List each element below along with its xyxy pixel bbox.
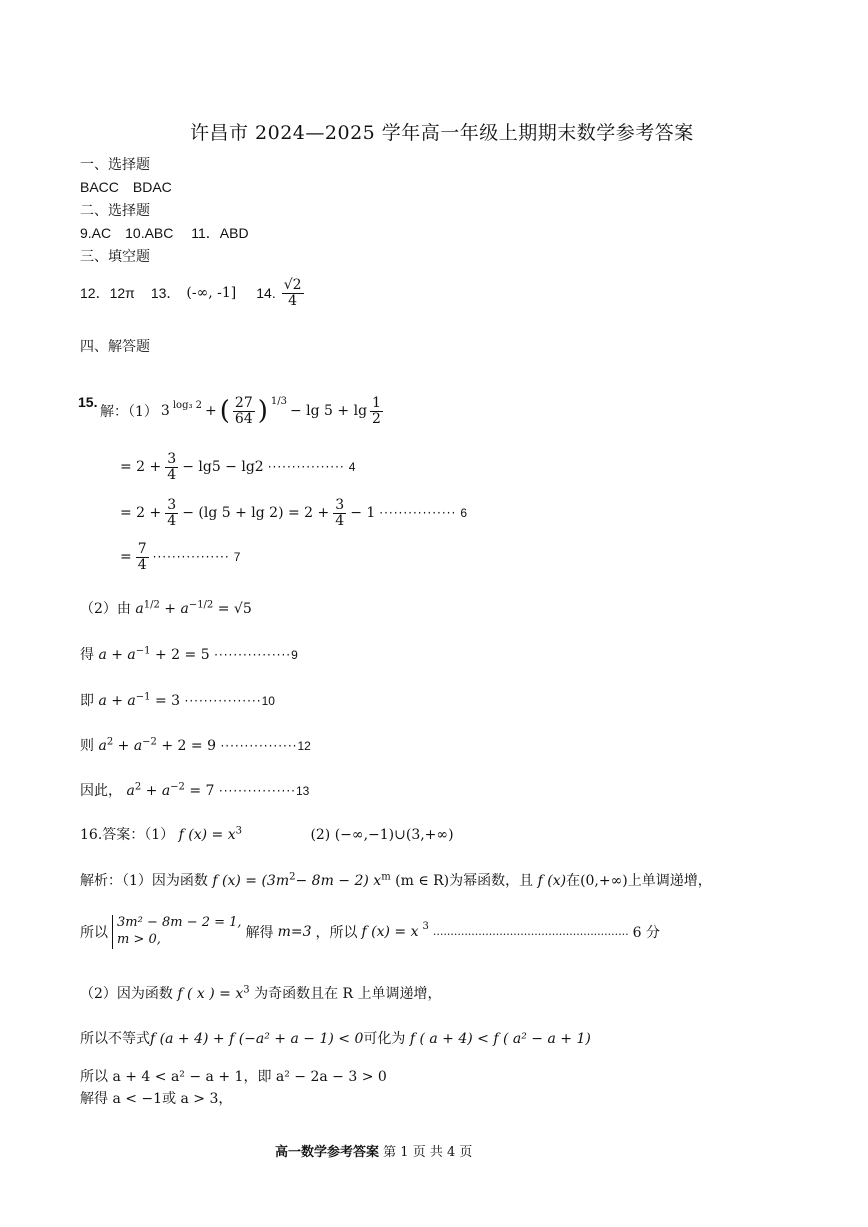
- q16-analysis-text1: 为幂函数，且: [449, 873, 534, 889]
- q16-ineq-rhs: f ( a + 4) < f ( a² − a + 1): [409, 1031, 591, 1047]
- q16-system-eq2: m > 0,: [117, 931, 161, 947]
- q15-result2: [80, 690, 275, 710]
- q15-p2-sup2: −1/2: [188, 599, 214, 611]
- answer-12: 12．12π: [80, 285, 135, 302]
- q15-step3-num: 7: [137, 541, 147, 557]
- q15-r4-a: a: [126, 783, 135, 799]
- q15-p2-plus-a: + a: [164, 601, 189, 617]
- q16-system-score: 6 分: [632, 924, 661, 941]
- multi-choice-answers: 9.AC 10.ABC 11．ABD: [80, 225, 249, 241]
- q15-step1-num: 3: [167, 451, 177, 467]
- q15-r3-sup2: −2: [142, 736, 157, 748]
- q15-step2-c: − 1: [350, 505, 376, 522]
- q16-line2: 解得 a < −1或 a > 3，: [80, 1091, 233, 1107]
- q16-part2-label: （2）因为函数: [80, 986, 173, 1002]
- q16-system-sup: 3: [422, 921, 429, 933]
- section-solve-heading: 四、解答题: [80, 339, 150, 355]
- q15-r2-lhs: a + a: [98, 693, 136, 709]
- q16-ineq-label: 所以不等式: [80, 1031, 150, 1047]
- q16-system-label: 所以: [80, 924, 108, 941]
- q16-system-eq1: 3m² − 8m − 2 = 1,: [117, 915, 242, 930]
- q16-analysis-label: 解析：（1）因为函数: [80, 873, 208, 889]
- q15-frac-27-64: [233, 396, 255, 426]
- q15-step2-den2: 4: [335, 512, 345, 529]
- q16-analysis: [80, 870, 712, 890]
- q15-r3-plus-a: + a: [117, 738, 143, 754]
- q16-analysis-coef: − 8m − 2) x: [295, 873, 382, 889]
- q15-part1-expression: [100, 396, 383, 426]
- q16-analysis-domain: (m ∈ R): [395, 873, 450, 889]
- answer-13-label: 13．: [150, 285, 181, 302]
- q15-r2-label: 即: [80, 693, 94, 709]
- fill-answers: [80, 278, 304, 308]
- q15-step2-frac2: [333, 498, 346, 528]
- q15-r2-dots: ················: [184, 694, 262, 708]
- footer-page-number: 第 1 页 共 4 页: [383, 1145, 473, 1160]
- q15-r4-plus-a: + a: [145, 783, 171, 799]
- q15-part2-given: [80, 598, 252, 618]
- q16-analysis-sup1: 2: [289, 871, 296, 883]
- q16-system-so: ，所以: [315, 924, 358, 941]
- page-title: 许昌市 2024—2025 学年高一年级上期期末数学参考答案: [190, 122, 694, 144]
- q15-step1-frac: [165, 452, 178, 482]
- q16-system-solve: 解得: [245, 924, 274, 941]
- q15-step2: [120, 498, 467, 528]
- q15-plus: +: [205, 403, 217, 420]
- q15-frac-num: 27: [234, 395, 253, 411]
- q15-p2-sup1: 1/2: [143, 599, 160, 611]
- q15-paren-close: ): [257, 396, 268, 427]
- answer-14-numerator: √2: [283, 277, 302, 293]
- q15-exponent: log₃ 2: [172, 399, 203, 411]
- q15-r1-label: 得: [80, 647, 94, 663]
- footer-title: 高一数学参考答案: [275, 1145, 380, 1160]
- q16-part2: [80, 983, 442, 1003]
- q15-step1-score: 4: [348, 460, 356, 475]
- q16-part2-f: f ( x ) = x: [177, 986, 244, 1002]
- choice-answers: BACC BDAC: [80, 179, 172, 195]
- q15-step3-a: =: [120, 549, 132, 566]
- q15-solve-label: 解：（1）: [100, 404, 158, 421]
- q15-step1-a: = 2 +: [120, 459, 162, 476]
- section-multi-choice-heading: 二、选择题: [80, 203, 150, 219]
- q15-r1-dots: ················: [214, 648, 292, 662]
- q15-step2-b: − (lg 5 + lg 2) = 2 +: [182, 505, 330, 522]
- q15-r3-label: 则: [80, 738, 94, 754]
- q15-r4-sup2: −2: [170, 781, 185, 793]
- answer-14-label: 14.: [256, 285, 276, 302]
- page-footer: [275, 1141, 472, 1160]
- q15-step3: [120, 542, 240, 572]
- section-choice-heading: 一、选择题: [80, 157, 150, 173]
- q16-part2-text: 为奇函数且在 R 上单调递增，: [254, 986, 442, 1002]
- q16-answer-1-sup: 3: [235, 825, 242, 837]
- q16-answer: [80, 824, 454, 844]
- q15-frac-half: [370, 396, 383, 426]
- q15-result3: [80, 735, 311, 755]
- q15-r3-rhs: + 2 = 9: [161, 738, 217, 754]
- q16-analysis-f: f (x) = (3m: [212, 873, 290, 889]
- q15-r4-sup1: 2: [134, 781, 142, 793]
- q15-step2-a: = 2 +: [120, 505, 162, 522]
- q15-step1-b: − lg5 − lg2: [182, 459, 264, 476]
- q15-p2-a: a: [135, 601, 144, 617]
- q15-result1: [80, 644, 298, 664]
- q16-system-dots: ........................................................: [432, 925, 629, 939]
- q15-base: 3: [160, 403, 170, 420]
- q16-part2-sup: 3: [243, 984, 250, 996]
- q15-frac-den: 64: [234, 410, 253, 427]
- q15-half-den: 2: [372, 410, 381, 427]
- q15-step2-num1: 3: [167, 497, 177, 513]
- answer-14-denominator: 4: [288, 292, 298, 309]
- q15-power: 1/3: [270, 395, 287, 407]
- q15-p2-label: （2）由: [80, 601, 131, 617]
- q15-step2-den1: 4: [167, 512, 177, 529]
- q15-r2-rhs: = 3: [154, 693, 181, 709]
- answer-13: (-∞, -1]: [186, 285, 237, 302]
- q16-system-brace: [112, 915, 242, 949]
- q16-answer-1: f (x) = x: [178, 827, 236, 843]
- q15-lg-terms: − lg 5 + lg: [289, 403, 368, 420]
- q16-ineq-lhs: f (a + 4) + f (−a² + a − 1) < 0: [150, 1031, 364, 1047]
- q16-analysis-text3: 上单调递增，: [627, 873, 712, 889]
- q16-analysis-sup2: m: [381, 871, 391, 883]
- q15-r4-label: 因此，: [80, 783, 122, 799]
- q15-r3-sup1: 2: [106, 736, 114, 748]
- q15-paren-open: (: [219, 396, 230, 427]
- answer-14-fraction: [282, 278, 304, 308]
- q16-analysis-text2: 在: [566, 873, 581, 889]
- q15-step3-den: 4: [137, 556, 147, 573]
- q15-step3-score: 7: [233, 550, 241, 565]
- q15-step2-dots: ················: [379, 506, 457, 521]
- q16-analysis-fx: f (x): [537, 873, 567, 889]
- q15-step3-dots: ················: [152, 550, 230, 565]
- q16-system-m: m=3: [277, 923, 312, 940]
- q16-inequality: [80, 1028, 591, 1048]
- q15-result4: [80, 780, 309, 800]
- q15-r1-rhs: + 2 = 5: [154, 647, 210, 663]
- q15-r2-sup: −1: [135, 691, 151, 703]
- q16-analysis-interval: (0,+∞): [580, 873, 628, 889]
- q15-step1-dots: ················: [267, 460, 345, 475]
- q15-step2-score: 6: [460, 506, 467, 521]
- q15-number: 15.: [78, 394, 98, 410]
- q16-answer-label: 16.答案：（1）: [80, 827, 175, 843]
- section-fill-heading: 三、填空题: [80, 249, 150, 265]
- q15-r1-sup: −1: [135, 645, 151, 657]
- q15-r4-dots: ················: [218, 784, 296, 798]
- q15-step1-den: 4: [167, 466, 177, 483]
- q15-half-num: 1: [372, 395, 381, 411]
- q16-system: [80, 915, 660, 949]
- q15-r4-score: 13: [295, 784, 310, 798]
- q16-ineq-text: 可化为: [363, 1031, 406, 1047]
- q16-answer-2: (2) (−∞,−1)∪(3,+∞): [310, 827, 454, 843]
- q15-p2-rhs: = √5: [217, 601, 252, 617]
- q15-step2-frac1: [165, 498, 178, 528]
- q15-r1-lhs: a + a: [98, 647, 136, 663]
- q16-line1: 所以 a + 4 < a² − a + 1，即 a² − 2a − 3 > 0: [80, 1069, 387, 1085]
- q15-step2-num2: 3: [335, 497, 345, 513]
- q15-step3-frac: [136, 542, 149, 572]
- q15-r1-score: 9: [291, 648, 298, 662]
- q15-r3-score: 12: [297, 739, 311, 753]
- q15-step1: [120, 452, 355, 482]
- q16-system-fx: f (x) = x: [361, 923, 419, 940]
- q15-r4-rhs: = 7: [189, 783, 215, 799]
- q15-r3-a: a: [98, 738, 107, 754]
- q15-r2-score: 10: [261, 694, 275, 708]
- q15-r3-dots: ················: [220, 739, 298, 753]
